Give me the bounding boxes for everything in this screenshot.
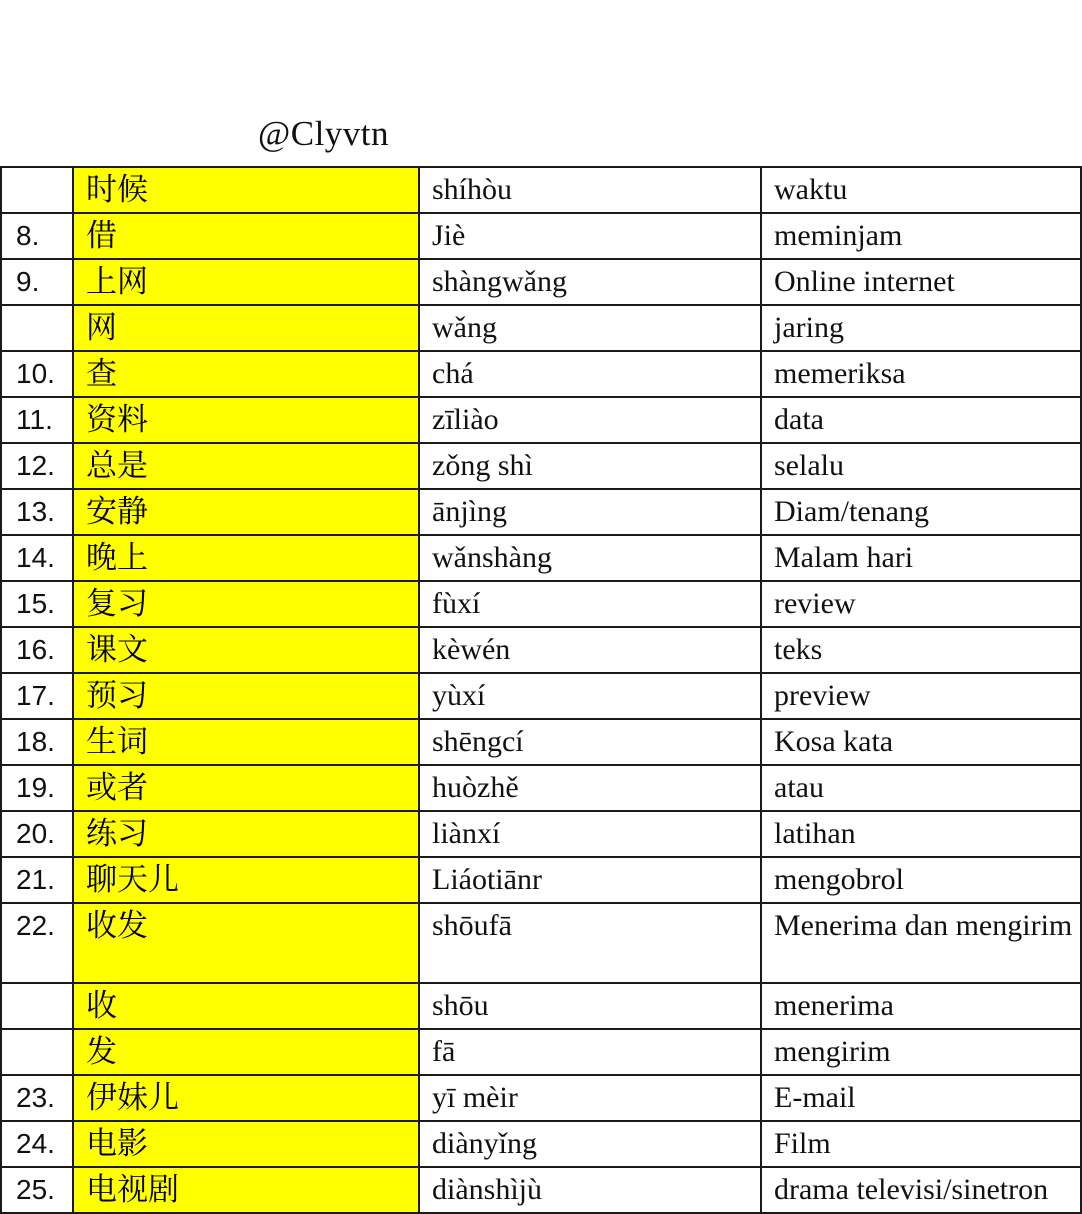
- hanzi-cell: 电影: [73, 1121, 419, 1167]
- meaning-cell: Kosa kata: [761, 719, 1081, 765]
- meaning-cell: teks: [761, 627, 1081, 673]
- meaning-cell: drama televisi/sinetron: [761, 1167, 1081, 1213]
- pinyin-cell: shàngwǎng: [419, 259, 761, 305]
- pinyin-cell: shōu: [419, 983, 761, 1029]
- table-row: [1, 903, 1081, 983]
- meaning-cell: jaring: [761, 305, 1081, 351]
- meaning-cell: review: [761, 581, 1081, 627]
- hanzi-cell: 电视剧: [73, 1167, 419, 1213]
- table-row: [1, 1029, 1081, 1075]
- hanzi-cell: 查: [73, 351, 419, 397]
- meaning-cell: mengirim: [761, 1029, 1081, 1075]
- hanzi-cell: 资料: [73, 397, 419, 443]
- meaning-cell: preview: [761, 673, 1081, 719]
- pinyin-cell: Jiè: [419, 213, 761, 259]
- hanzi-cell: 收: [73, 983, 419, 1029]
- table-row: [1, 489, 1081, 535]
- table-row: [1, 1075, 1081, 1121]
- table-row: [1, 627, 1081, 673]
- meaning-cell: Online internet: [761, 259, 1081, 305]
- hanzi-cell: 复习: [73, 581, 419, 627]
- row-number: [1, 1029, 73, 1075]
- hanzi-cell: 课文: [73, 627, 419, 673]
- meaning-cell: latihan: [761, 811, 1081, 857]
- table-row: [1, 351, 1081, 397]
- hanzi-cell: 聊天儿: [73, 857, 419, 903]
- pinyin-cell: yùxí: [419, 673, 761, 719]
- hanzi-cell: 借: [73, 213, 419, 259]
- pinyin-cell: zīliào: [419, 397, 761, 443]
- row-number: 23.: [1, 1075, 73, 1121]
- row-number: 19.: [1, 765, 73, 811]
- row-number: 13.: [1, 489, 73, 535]
- hanzi-cell: 晚上: [73, 535, 419, 581]
- table-row: [1, 305, 1081, 351]
- hanzi-cell: 生词: [73, 719, 419, 765]
- pinyin-cell: liànxí: [419, 811, 761, 857]
- pinyin-cell: chá: [419, 351, 761, 397]
- row-number: 14.: [1, 535, 73, 581]
- pinyin-cell: Liáotiānr: [419, 857, 761, 903]
- hanzi-cell: 预习: [73, 673, 419, 719]
- table-row: [1, 765, 1081, 811]
- hanzi-cell: 时候: [73, 167, 419, 213]
- pinyin-cell: shēngcí: [419, 719, 761, 765]
- pinyin-cell: zǒng shì: [419, 443, 761, 489]
- meaning-cell: Malam hari: [761, 535, 1081, 581]
- meaning-cell: menerima: [761, 983, 1081, 1029]
- pinyin-cell: wǎng: [419, 305, 761, 351]
- row-number: 17.: [1, 673, 73, 719]
- table-row: [1, 1121, 1081, 1167]
- row-number: 12.: [1, 443, 73, 489]
- row-number: 21.: [1, 857, 73, 903]
- table-row: [1, 581, 1081, 627]
- meaning-cell: mengobrol: [761, 857, 1081, 903]
- table-row: [1, 983, 1081, 1029]
- pinyin-cell: shōufā: [419, 903, 761, 983]
- table-row: [1, 673, 1081, 719]
- row-number: 22.: [1, 903, 73, 983]
- table-row: [1, 857, 1081, 903]
- hanzi-cell: 安静: [73, 489, 419, 535]
- row-number: 8.: [1, 213, 73, 259]
- row-number: [1, 167, 73, 213]
- row-number: 11.: [1, 397, 73, 443]
- row-number: 25.: [1, 1167, 73, 1213]
- meaning-cell: data: [761, 397, 1081, 443]
- meaning-cell: Film: [761, 1121, 1081, 1167]
- hanzi-cell: 收发: [73, 903, 419, 983]
- meaning-cell: selalu: [761, 443, 1081, 489]
- pinyin-cell: kèwén: [419, 627, 761, 673]
- pinyin-cell: huòzhě: [419, 765, 761, 811]
- row-number: 20.: [1, 811, 73, 857]
- table-row: [1, 719, 1081, 765]
- row-number: 10.: [1, 351, 73, 397]
- meaning-cell: atau: [761, 765, 1081, 811]
- pinyin-cell: wǎnshàng: [419, 535, 761, 581]
- meaning-cell: Diam/tenang: [761, 489, 1081, 535]
- table-row: [1, 397, 1081, 443]
- watermark-text: @Clyvtn: [258, 114, 390, 153]
- table-row: [1, 443, 1081, 489]
- hanzi-cell: 上网: [73, 259, 419, 305]
- vocabulary-table: [0, 166, 1082, 1214]
- hanzi-cell: 网: [73, 305, 419, 351]
- table-row: [1, 167, 1081, 213]
- pinyin-cell: fùxí: [419, 581, 761, 627]
- meaning-cell: waktu: [761, 167, 1081, 213]
- hanzi-cell: 或者: [73, 765, 419, 811]
- pinyin-cell: diànshìjù: [419, 1167, 761, 1213]
- hanzi-cell: 总是: [73, 443, 419, 489]
- row-number: 15.: [1, 581, 73, 627]
- pinyin-cell: shíhòu: [419, 167, 761, 213]
- hanzi-cell: 发: [73, 1029, 419, 1075]
- row-number: 9.: [1, 259, 73, 305]
- pinyin-cell: ānjìng: [419, 489, 761, 535]
- row-number: 16.: [1, 627, 73, 673]
- hanzi-cell: 练习: [73, 811, 419, 857]
- table-row: [1, 259, 1081, 305]
- table-row: [1, 535, 1081, 581]
- meaning-cell: meminjam: [761, 213, 1081, 259]
- table-row: [1, 1167, 1081, 1213]
- meaning-cell: E-mail: [761, 1075, 1081, 1121]
- meaning-cell: Menerima dan mengirim: [761, 903, 1081, 983]
- pinyin-cell: fā: [419, 1029, 761, 1075]
- table-row: [1, 811, 1081, 857]
- pinyin-cell: yī mèir: [419, 1075, 761, 1121]
- table-row: [1, 213, 1081, 259]
- hanzi-cell: 伊妹儿: [73, 1075, 419, 1121]
- row-number: [1, 983, 73, 1029]
- row-number: 24.: [1, 1121, 73, 1167]
- meaning-cell: memeriksa: [761, 351, 1081, 397]
- pinyin-cell: diànyǐng: [419, 1121, 761, 1167]
- row-number: [1, 305, 73, 351]
- row-number: 18.: [1, 719, 73, 765]
